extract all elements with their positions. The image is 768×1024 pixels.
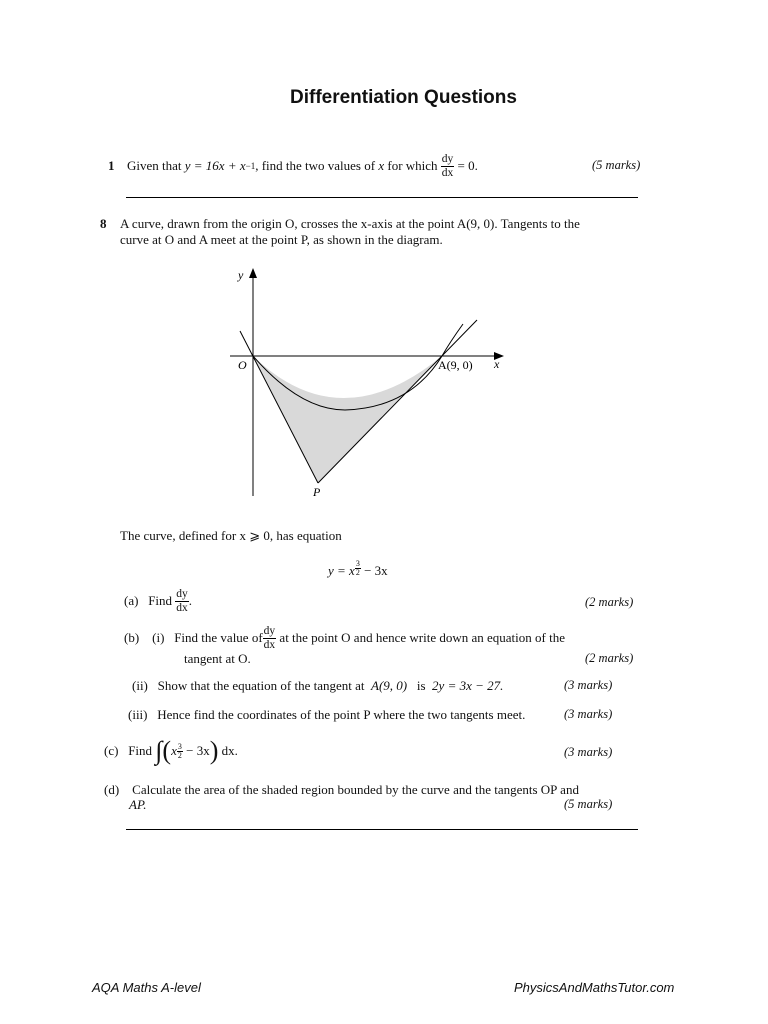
curve-equation <box>328 560 388 579</box>
part-d-label: (d) <box>104 782 120 797</box>
part-d-marks: (5 marks) <box>564 797 613 811</box>
q8-divider <box>126 829 638 830</box>
part-b-ii-sub: (ii) <box>132 678 148 693</box>
part-b-label: (b) <box>124 630 140 645</box>
q1-marks: (5 marks) <box>592 158 641 172</box>
part-c-exp-den: 2 <box>177 750 182 760</box>
q1-text-c: for which <box>387 158 438 173</box>
x-axis-label: x <box>494 357 500 371</box>
y-axis-label: y <box>238 268 244 282</box>
footer-right: PhysicsAndMathsTutor.com <box>514 980 675 995</box>
q1-frac-num: dy <box>441 153 454 166</box>
part-b-ii-point: A(9, 0) <box>371 678 408 693</box>
part-b-i-marks: (2 marks) <box>585 651 634 665</box>
point-p-label: P <box>313 485 321 499</box>
q1-text-a: Given that <box>127 158 182 173</box>
page-title: Differentiation Questions <box>290 87 517 108</box>
point-a-label: A(9, 0) <box>438 358 473 372</box>
question-8-number: 8 <box>100 216 107 231</box>
part-b-iii-marks: (3 marks) <box>564 707 613 721</box>
part-b-iii-sub: (iii) <box>128 707 148 722</box>
equation-exp-num: 3 <box>355 559 360 568</box>
part-d-text: Calculate the area of the shaded region bounded by the curve and the tangents OP and <box>132 782 579 797</box>
part-a-frac-den: dx <box>176 601 188 614</box>
part-a-marks: (2 marks) <box>585 595 634 609</box>
part-b-i-sub: (i) <box>152 630 165 645</box>
part-b-ii-text-a: Show that the equation of the tangent at <box>157 678 365 693</box>
part-b-i-frac-num: dy <box>263 625 276 638</box>
footer-left: AQA Maths A-level <box>92 980 201 995</box>
part-c-text: Find <box>128 743 153 758</box>
part-d-line-1 <box>104 782 579 798</box>
part-a-text: Find <box>148 593 173 608</box>
shaded-region <box>253 356 442 483</box>
question-1-number: 1 <box>108 158 115 173</box>
q1-var: x <box>378 158 385 173</box>
part-b-i-text-a: Find the value of <box>174 630 263 645</box>
part-c-end: dx. <box>221 743 238 758</box>
part-a-fraction <box>175 588 189 613</box>
q1-exponent: −1 <box>245 161 256 171</box>
part-b-i-line-2: tangent at O. <box>184 651 251 666</box>
part-b-ii <box>132 678 503 694</box>
part-a <box>124 586 192 616</box>
part-b-i-frac-den: dx <box>263 638 276 651</box>
q1-text-b: , find the two values of <box>255 158 376 173</box>
part-c-exp-num: 3 <box>177 741 182 751</box>
q8-intro-line-1: A curve, drawn from the origin O, crosses the x-axis at the point A(9, 0). Tangents to the <box>120 216 580 231</box>
part-b-ii-text-b: is <box>416 678 426 693</box>
q1-frac-den: dx <box>441 166 454 179</box>
origin-label: O <box>238 358 247 372</box>
part-b-i-fraction <box>263 625 277 650</box>
curve-definition: The curve, defined for x ⩾ 0, has equation <box>120 528 342 543</box>
part-c-base: x <box>171 743 177 758</box>
equation-exp-den: 2 <box>355 568 360 577</box>
part-b-i-text-b: at the point O and hence write down an equation of the <box>279 630 565 645</box>
part-b-ii-equation: 2y = 3x − 27. <box>432 678 504 693</box>
part-c-rest: − 3x <box>186 743 210 758</box>
part-c-label: (c) <box>104 743 119 758</box>
equation-lhs: y = x <box>328 563 355 578</box>
q1-equation: y = 16x + x <box>184 158 246 173</box>
part-a-frac-num: dy <box>176 588 188 601</box>
part-a-end: . <box>188 593 193 608</box>
part-c-marks: (3 marks) <box>564 745 613 759</box>
part-b-iii-text: Hence find the coordinates of the point P where the two tangents meet. <box>157 707 526 722</box>
equation-rhs: − 3x <box>364 563 388 578</box>
q1-text-d: = 0. <box>457 158 478 173</box>
y-axis-arrow <box>249 268 257 278</box>
part-a-label: (a) <box>124 593 139 608</box>
part-c-exponent <box>177 743 183 760</box>
equation-exponent <box>355 560 361 577</box>
part-d-line-2: AP. <box>129 797 147 812</box>
part-b-iii <box>128 707 525 723</box>
part-b-i <box>124 623 565 653</box>
part-b-ii-marks: (3 marks) <box>564 678 613 692</box>
q8-intro-line-2: curve at O and A meet at the point P, as shown in the diagram. <box>120 232 443 247</box>
part-c: (c) Find ∫ ( x $\frac{3}{2}$ − 3x ) dx. <box>104 736 238 765</box>
